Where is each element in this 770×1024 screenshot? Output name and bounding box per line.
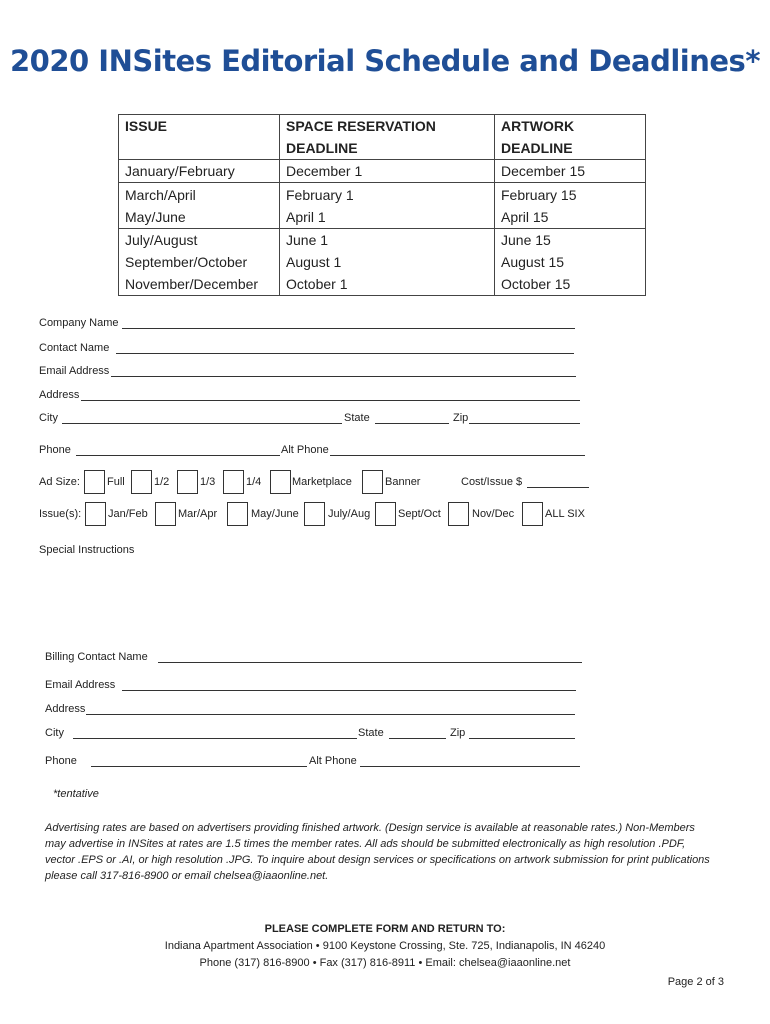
space-deadline-cell-group: [280, 229, 495, 296]
cost-issue-label: Cost/Issue $: [461, 476, 523, 488]
contact-name-field[interactable]: [116, 353, 574, 354]
space-deadline-cell: June 1: [286, 232, 329, 248]
ad-size-option: Banner: [385, 476, 421, 488]
space-deadline-cell: October 1: [286, 276, 348, 292]
issue-option: Jan/Feb: [108, 508, 148, 520]
space-deadline-cell: August 1: [286, 254, 342, 270]
issue-all-six-checkbox[interactable]: [522, 502, 543, 526]
artwork-deadline-cell: December 15: [495, 160, 646, 183]
zip-field[interactable]: [469, 423, 580, 424]
billing-city-label: City: [45, 727, 64, 739]
issue-cell: May/June: [125, 209, 186, 225]
ad-size-quarter-checkbox[interactable]: [223, 470, 244, 494]
artwork-deadline-cell-group: [495, 229, 646, 296]
space-deadline-cell: December 1: [280, 160, 495, 183]
ad-size-option: 1/3: [200, 476, 216, 488]
schedule-header-row: [119, 115, 646, 160]
billing-email-field[interactable]: [122, 690, 576, 691]
space-deadline-cell: April 1: [286, 209, 326, 225]
billing-contact-name-field[interactable]: [158, 662, 582, 663]
issue-option: ALL SIX: [545, 508, 585, 520]
contact-name-label: Contact Name: [39, 342, 110, 354]
ad-size-banner-checkbox[interactable]: [362, 470, 383, 494]
company-name-field[interactable]: [122, 328, 575, 329]
email-address-field[interactable]: [111, 376, 576, 377]
state-field[interactable]: [375, 423, 449, 424]
billing-alt-phone-label: Alt Phone: [309, 755, 357, 767]
address-field[interactable]: [81, 400, 580, 401]
page-title: 2020 INSites Editorial Schedule and Deadlines*: [10, 44, 760, 78]
issue-cell-group: [119, 183, 280, 229]
address-label: Address: [39, 389, 80, 401]
zip-label: Zip: [453, 412, 469, 424]
alt-phone-label: Alt Phone: [281, 444, 329, 456]
artwork-deadline-cell: April 15: [501, 209, 549, 225]
company-name-label: Company Name: [39, 317, 119, 329]
ad-size-marketplace-checkbox[interactable]: [270, 470, 291, 494]
ad-size-option: 1/2: [154, 476, 170, 488]
issue-jan-feb-checkbox[interactable]: [85, 502, 106, 526]
phone-field[interactable]: [76, 455, 280, 456]
billing-phone-field[interactable]: [91, 766, 307, 767]
artwork-deadline-cell: August 15: [501, 254, 565, 270]
billing-zip-field[interactable]: [469, 738, 575, 739]
return-heading: PLEASE COMPLETE FORM AND RETURN TO:: [264, 923, 506, 935]
table-row: [119, 229, 646, 296]
artwork-deadline-cell: June 15: [501, 232, 551, 248]
city-field[interactable]: [62, 423, 342, 424]
issue-option: July/Aug: [328, 508, 371, 520]
return-address: Indiana Apartment Association • 9100 Keystone Crossing, Ste. 725, Indianapolis, IN 46240: [164, 940, 606, 952]
page-number: Page 2 of 3: [667, 976, 724, 988]
billing-contact-name-label: Billing Contact Name: [45, 651, 148, 663]
artwork-deadline-cell-group: [495, 183, 646, 229]
issue-cell: September/October: [125, 254, 248, 270]
ad-size-half-checkbox[interactable]: [131, 470, 152, 494]
issue-cell-group: [119, 229, 280, 296]
space-deadline-cell-group: [280, 183, 495, 229]
issues-label: Issue(s):: [39, 508, 82, 520]
return-contact: Phone (317) 816-8900 • Fax (317) 816-8911 • Email: chelsea@iaaonline.net: [199, 957, 571, 969]
billing-address-label: Address: [45, 703, 86, 715]
billing-zip-label: Zip: [450, 727, 466, 739]
billing-phone-label: Phone: [45, 755, 77, 767]
ad-size-third-checkbox[interactable]: [177, 470, 198, 494]
issue-mar-apr-checkbox[interactable]: [155, 502, 176, 526]
ad-size-label: Ad Size:: [39, 476, 80, 488]
artwork-deadline-cell: February 15: [501, 187, 577, 203]
tentative-note: *tentative: [53, 788, 99, 800]
schedule-table: [118, 114, 646, 296]
issue-option: Mar/Apr: [178, 508, 218, 520]
ad-size-option: Marketplace: [292, 476, 352, 488]
issue-cell: November/December: [125, 276, 259, 292]
ad-size-full-checkbox[interactable]: [84, 470, 105, 494]
billing-city-field[interactable]: [73, 738, 357, 739]
issue-cell: January/February: [119, 160, 280, 183]
issue-nov-dec-checkbox[interactable]: [448, 502, 469, 526]
header-space-deadline: SPACE RESERVATION DEADLINE: [280, 115, 495, 160]
billing-state-field[interactable]: [389, 738, 446, 739]
header-issue: ISSUE: [119, 115, 280, 160]
city-label: City: [39, 412, 58, 424]
issue-may-june-checkbox[interactable]: [227, 502, 248, 526]
artwork-deadline-cell: October 15: [501, 276, 571, 292]
rates-notes: Advertising rates are based on advertisers providing finished artwork. (Design service is available at reasonable rates.) Non-Members may advertise in INSites at rates are 1.5 times the member rates. All ads should be submitted electronically as high resolution .PDF, vector .EPS or .AI, or high resolution .JPG. To inquire about design services or specifications on artwork submission for print publications please call 317-816-8900 or email chelsea@iaaonline.net.: [45, 822, 710, 882]
cost-issue-field[interactable]: [527, 487, 589, 488]
special-instructions-label: Special Instructions: [39, 544, 135, 556]
special-instructions-area[interactable]: [39, 562, 584, 642]
issue-cell: March/April: [125, 187, 196, 203]
email-address-label: Email Address: [39, 365, 110, 377]
table-row: [119, 183, 646, 229]
issue-sept-oct-checkbox[interactable]: [375, 502, 396, 526]
issue-option: May/June: [251, 508, 299, 520]
issue-option: Sept/Oct: [398, 508, 441, 520]
header-artwork-deadline: ARTWORK DEADLINE: [495, 115, 646, 160]
billing-alt-phone-field[interactable]: [360, 766, 580, 767]
issue-july-aug-checkbox[interactable]: [304, 502, 325, 526]
billing-address-field[interactable]: [86, 714, 575, 715]
issue-cell: July/August: [125, 232, 198, 248]
table-row: [119, 160, 646, 183]
billing-email-label: Email Address: [45, 679, 116, 691]
billing-state-label: State: [358, 727, 384, 739]
ad-size-option: 1/4: [246, 476, 262, 488]
ad-size-option: Full: [107, 476, 125, 488]
space-deadline-cell: February 1: [286, 187, 354, 203]
issue-option: Nov/Dec: [472, 508, 515, 520]
alt-phone-field[interactable]: [330, 455, 585, 456]
state-label: State: [344, 412, 370, 424]
phone-label: Phone: [39, 444, 71, 456]
